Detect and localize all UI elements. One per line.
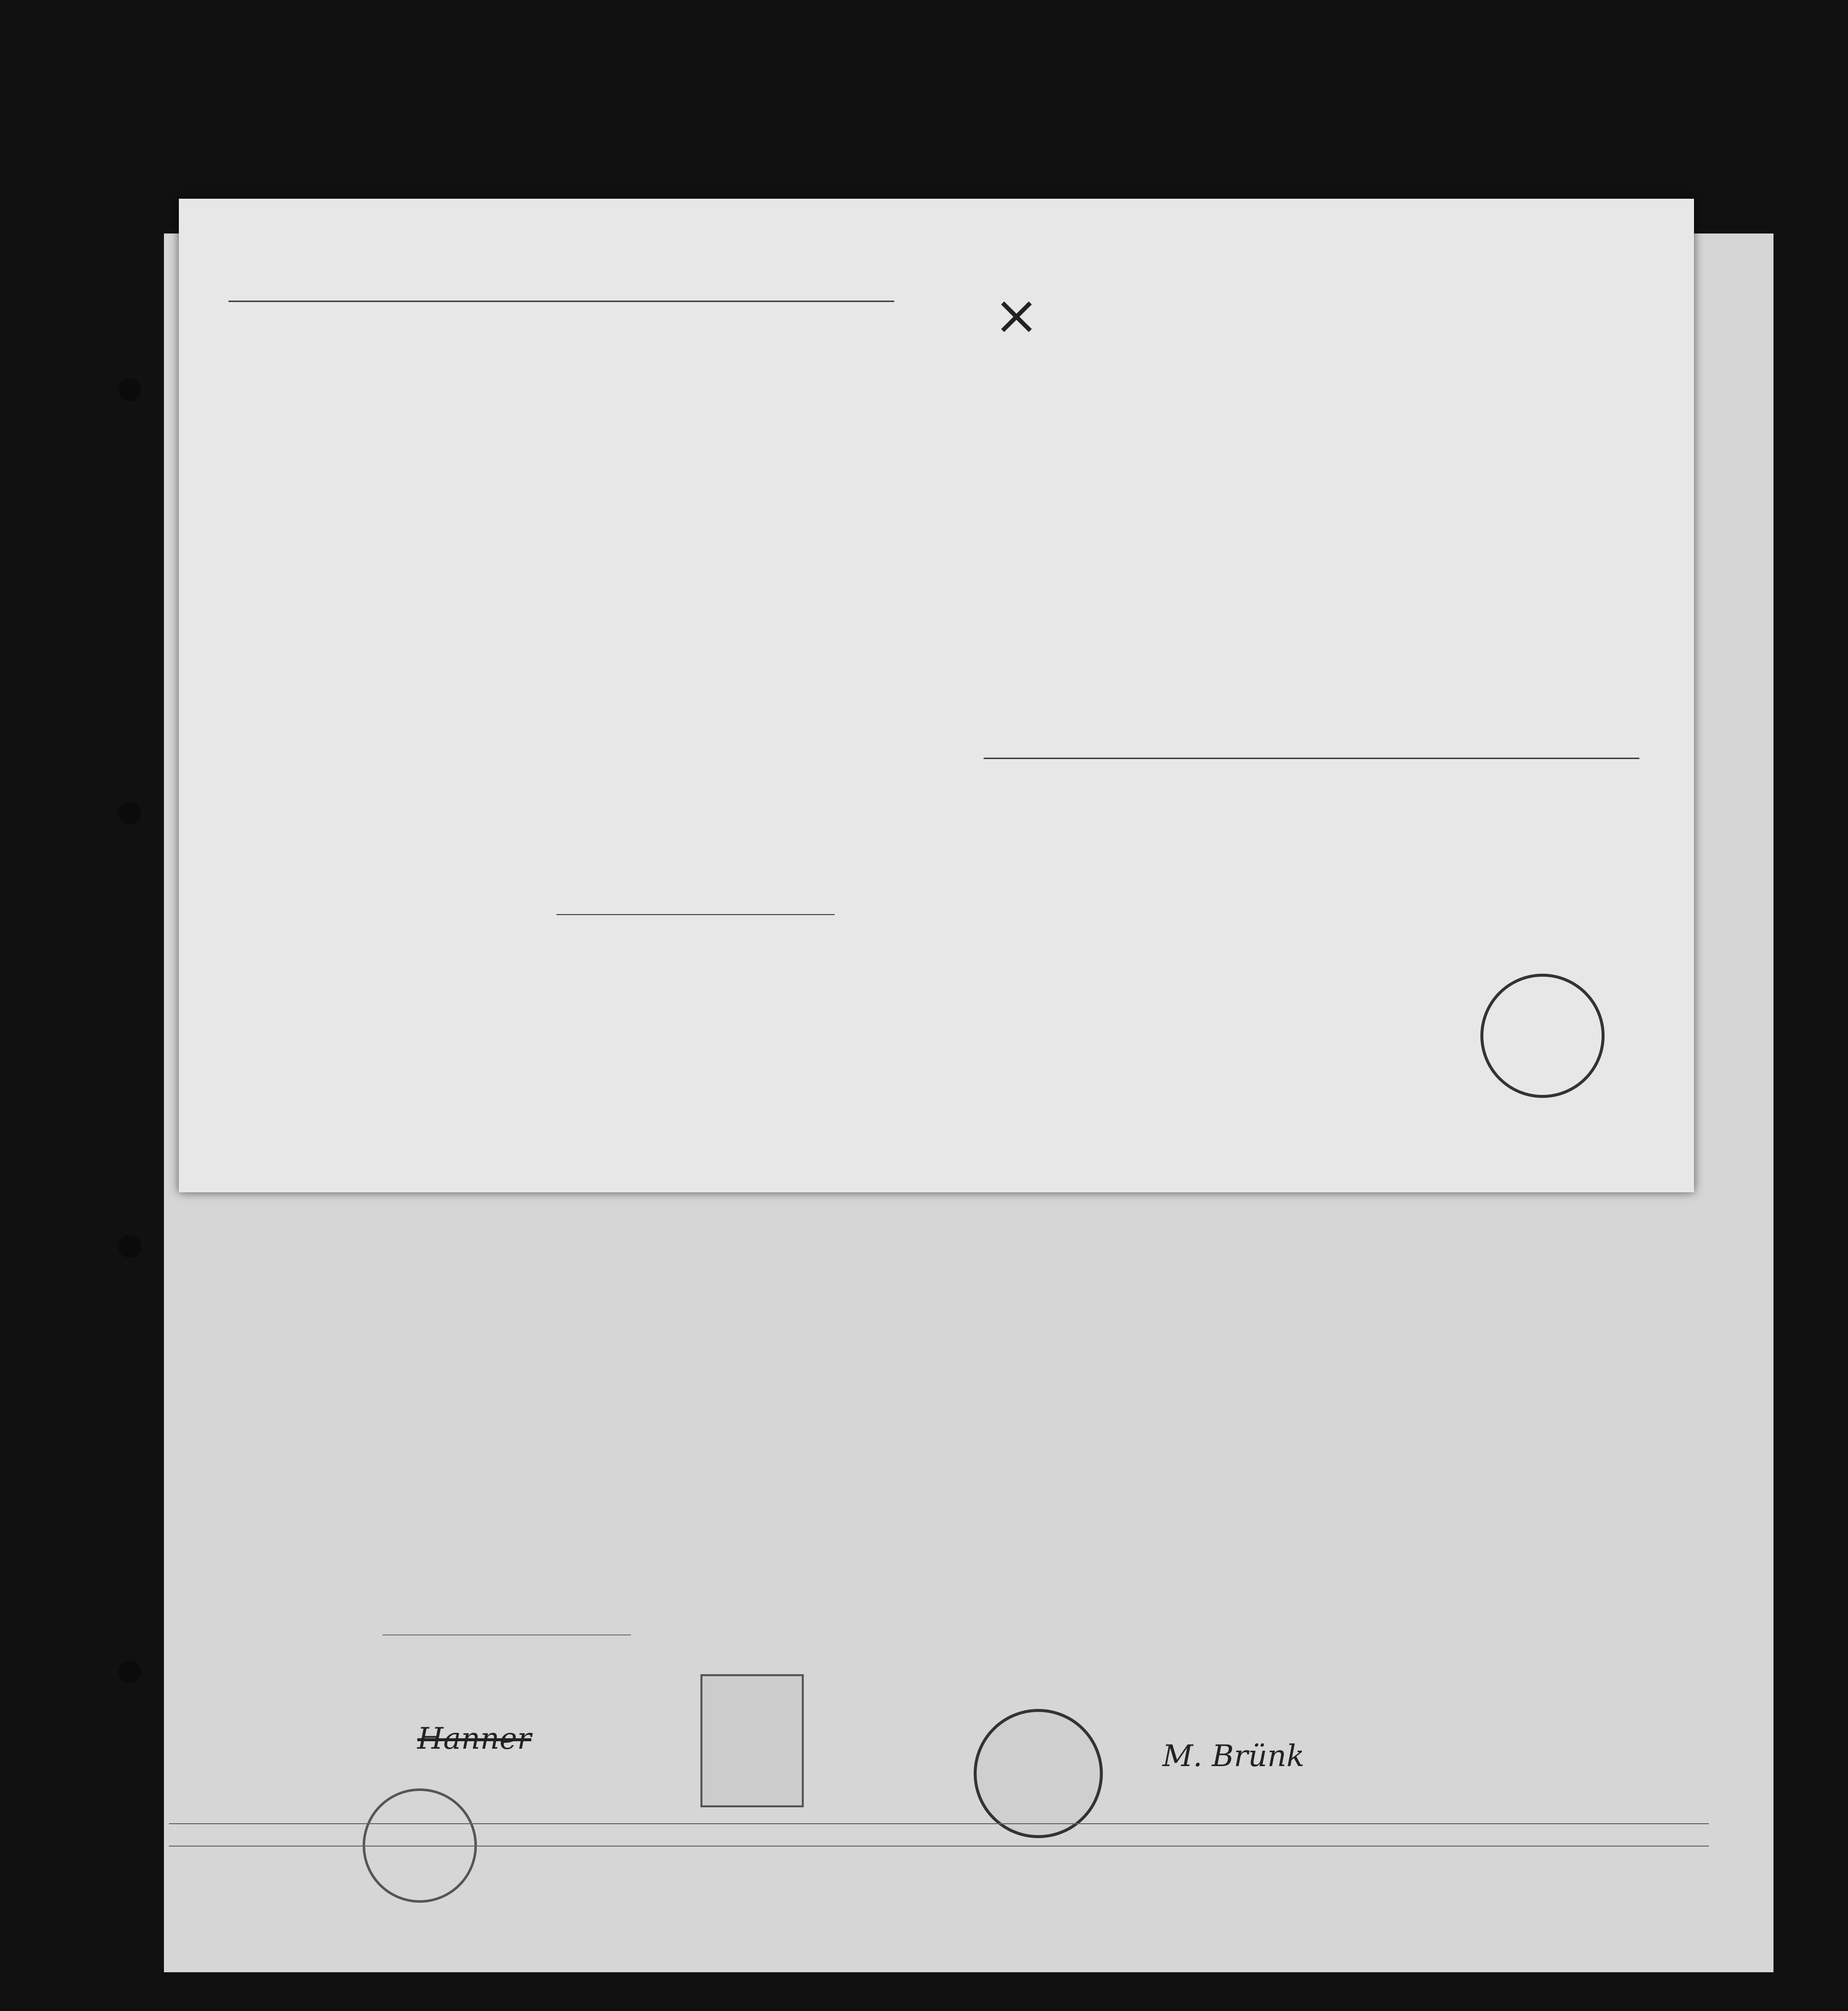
immigration-seal-icon bbox=[1480, 974, 1605, 1098]
signed-on-table bbox=[229, 301, 894, 908]
punch-hole bbox=[118, 1660, 141, 1683]
crew-change-statement bbox=[179, 199, 1694, 1192]
punch-hole bbox=[118, 379, 141, 401]
x-mark: × bbox=[994, 283, 1040, 347]
punch-hole bbox=[118, 802, 141, 825]
chancellor-signature: M. Brünk bbox=[1162, 1739, 1305, 1774]
punch-hole bbox=[118, 1235, 141, 1258]
fee-stamp bbox=[700, 1674, 804, 1807]
german-consulate-seal-icon bbox=[974, 1709, 1103, 1838]
consul-signature: Hanner bbox=[417, 1721, 532, 1756]
